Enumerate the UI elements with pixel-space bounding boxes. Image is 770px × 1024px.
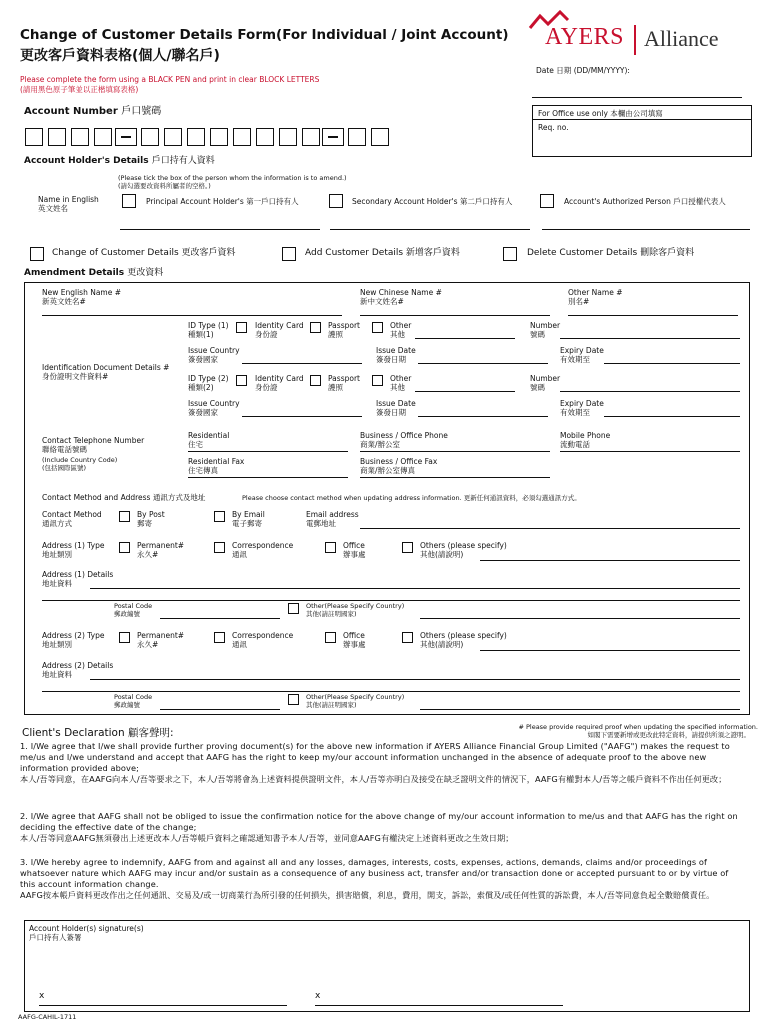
id2-passport-label: Passport 護照 (328, 374, 360, 392)
amendment-heading (24, 268, 163, 279)
address1-other-country-checkbox[interactable] (288, 603, 299, 614)
declaration-heading: Client's Declaration 顧客聲明: (22, 727, 174, 739)
business-fax-label: Business / Office Fax 商業/辦公室傳真 (360, 457, 438, 475)
holder-heading-en: Account Holder's Details (24, 156, 149, 166)
id1-expiry-date-line[interactable] (604, 363, 740, 364)
account-digit-box[interactable] (141, 128, 159, 146)
proof-note-en: # Please provide required proof when updating the specified information. (518, 723, 758, 731)
account-digit-box[interactable] (210, 128, 228, 146)
addr2-others-line[interactable] (480, 650, 740, 651)
id1-other-label: Other 其他 (390, 321, 412, 339)
addr1-correspondence-checkbox[interactable] (214, 542, 225, 553)
principal-holder-checkbox[interactable] (122, 194, 136, 208)
add-details-label: Add Customer Details 新增客戶資料 (305, 248, 460, 258)
signature-x-mark-2: x (315, 991, 321, 1001)
id-document-label: Identification Document Details # 身份證明文件資料# (42, 363, 170, 381)
addr2-others-checkbox[interactable] (402, 632, 413, 643)
email-address-line[interactable] (360, 528, 740, 529)
account-digit-box[interactable] (71, 128, 89, 146)
addr1-permanent-checkbox[interactable] (119, 542, 130, 553)
declaration-clause-3 (20, 857, 745, 901)
new-english-name-label: New English Name # 新英文姓名# (42, 288, 122, 306)
by-email-checkbox[interactable] (214, 511, 225, 522)
logo-alliance: Alliance (644, 26, 719, 51)
addr2-office-label: Office 辦事處 (343, 631, 366, 649)
account-digit-box[interactable] (279, 128, 297, 146)
account-dash-box (322, 128, 344, 146)
address2-line-2[interactable] (42, 691, 740, 692)
change-details-label: Change of Customer Details 更改客戶資料 (52, 248, 236, 258)
addr1-office-checkbox[interactable] (325, 542, 336, 553)
address1-other-country-label: Other(Please Specify Country) 其他(請註明國家) (306, 602, 405, 618)
id2-number-line[interactable] (560, 391, 740, 392)
account-digit-box[interactable] (187, 128, 205, 146)
address1-details-label: Address (1) Details 地址資料 (42, 570, 114, 588)
account-digit-box[interactable] (348, 128, 366, 146)
amendment-heading-zh: 更改資料 (127, 268, 164, 278)
id-type1-label: ID Type (1) 種類(1) (188, 321, 229, 339)
address2-other-country-label: Other(Please Specify Country) 其他(請註明國家) (306, 693, 405, 709)
secondary-name-line[interactable] (330, 229, 530, 230)
form-code: AAFG-CAHIL-1711 (18, 1013, 77, 1021)
account-digit-box[interactable] (233, 128, 251, 146)
form-title-zh: 更改客戶資料表格(個人/聯名戶) (20, 48, 220, 64)
office-use-title: For Office use only 本欄由公司填寫 (538, 109, 663, 118)
account-digit-box[interactable] (256, 128, 274, 146)
clause-3-zh: AAFG按本帳戶資料更改作出之任何通訊、交易及/或一切商業行為所引發的任何損失，損害賠償，利息，費用，開支，訴訟，索償及/或任何性質的訴訟費，本人/吾等同意負起全數賠償責任。 (20, 890, 715, 900)
signature-label: Account Holder(s) signature(s) 戶口持有人簽署 (29, 924, 144, 942)
secondary-holder-label: Secondary Account Holder's 第二戶口持有人 (352, 197, 513, 206)
date-label: Date 日期 (DD/MM/YYYY): (536, 66, 630, 75)
authorized-person-checkbox[interactable] (540, 194, 554, 208)
id2-expiry-date-line[interactable] (604, 416, 740, 417)
id1-expiry-date-label: Expiry Date 有效期至 (560, 346, 604, 364)
mobile-phone-label: Mobile Phone 流動電話 (560, 431, 611, 449)
clause-2-zh: 本人/吾等同意AAFG無須發出上述更改本人/吾等帳戶資料之確認通知書予本人/吾等，並同意AAFG有權決定上述資料更改之生效日期； (20, 833, 514, 843)
addr2-correspondence-label: Correspondence 通訊 (232, 631, 294, 649)
new-english-name-line[interactable] (42, 315, 342, 316)
office-box-divider (533, 119, 751, 120)
id2-issue-date-line[interactable] (418, 416, 548, 417)
by-post-label: By Post 郵寄 (137, 510, 165, 528)
addr2-others-label: Others (please specify) 其他(請說明) (420, 631, 507, 649)
by-email-label: By Email 電子郵寄 (232, 510, 265, 528)
addr2-office-checkbox[interactable] (325, 632, 336, 643)
address2-other-country-line[interactable] (420, 709, 740, 710)
logo-divider (634, 25, 636, 55)
holder-details-heading (24, 156, 215, 167)
addr1-others-line[interactable] (480, 560, 740, 561)
account-digit-box[interactable] (164, 128, 182, 146)
principal-holder-label: Principal Account Holder's 第一戶口持有人 (146, 197, 299, 206)
delete-details-checkbox[interactable] (503, 247, 517, 261)
new-chinese-name-label: New Chinese Name # 新中文姓名# (360, 288, 442, 306)
residential-phone-label: Residential 住宅 (188, 431, 230, 449)
account-number-label (24, 106, 161, 118)
clause-1-zh: 本人/吾等同意，在AAFG向本人/吾等要求之下，本人/吾等將會為上述資料提供證明文件，本人/吾等亦明白及接受在缺乏證明文件的情況下，AAFG有權對本人/吾等之帳戶資料不作出任何更改； (20, 774, 727, 784)
secondary-holder-checkbox[interactable] (329, 194, 343, 208)
id2-passport-checkbox[interactable] (310, 375, 321, 386)
holder-heading-zh: 戶口持有人資料 (151, 156, 215, 166)
address1-line-1[interactable] (90, 588, 740, 589)
signature-line-1[interactable] (39, 1005, 287, 1006)
account-digit-box[interactable] (94, 128, 112, 146)
address2-other-country-checkbox[interactable] (288, 694, 299, 705)
logo-ayers: AYERS (545, 24, 624, 50)
business-fax-line[interactable] (360, 477, 550, 478)
addr2-correspondence-checkbox[interactable] (214, 632, 225, 643)
addr1-others-label: Others (please specify) 其他(請說明) (420, 541, 507, 559)
address1-postal-code-label: Postal Code 郵政編號 (114, 602, 153, 618)
clause-1-en: 1. I/We agree that I/we shall provide further proving document(s) for the above new information if AYERS Alliance Financial Group Limited ("AAFG") makes the request to me/us and I/we understand and accept that AAFG has the right to keep my/our account information unchanged in the absence of adequate proof to the above new information provided above; (20, 741, 730, 773)
other-name-line[interactable] (568, 315, 738, 316)
address2-postal-code-label: Postal Code 郵政編號 (114, 693, 153, 709)
instruction-en: Please complete the form using a BLACK PEN and print in clear BLOCK LETTERS (20, 75, 320, 84)
principal-name-line[interactable] (120, 229, 320, 230)
req-no-label: Req. no. (538, 123, 569, 132)
id2-issue-country-line[interactable] (242, 416, 362, 417)
clause-3-en: 3. I/We hereby agree to indemnify, AAFG from and against all and any losses, damages, interests, costs, expenses, actions, demands, claims and/or proceedings of whatsoever nature which AAFG may incur and/or sustain as a consequence of any business act, transfer and/or transaction done or accepted pursuant to or by virtue of this account information change. (20, 857, 729, 889)
id1-issue-date-label: Issue Date 簽發日期 (376, 346, 416, 364)
tick-note-zh: (請勾選要改資料所屬者的空格。) (118, 182, 211, 190)
new-chinese-name-line[interactable] (360, 315, 550, 316)
address2-line-1[interactable] (90, 679, 740, 680)
addr1-correspondence-label: Correspondence 通訊 (232, 541, 294, 559)
contact-method-label: Contact Method 通訊方式 (42, 510, 102, 528)
residential-phone-line[interactable] (188, 451, 348, 452)
proof-note-zh: 如閣下需要新增或更改此特定資料，請提供所須之證明。 (587, 731, 750, 739)
id2-identity-card-checkbox[interactable] (236, 375, 247, 386)
address1-type-label: Address (1) Type 地址類別 (42, 541, 105, 559)
id1-identity-card-label: Identity Card 身份證 (255, 321, 304, 339)
addr1-others-checkbox[interactable] (402, 542, 413, 553)
id-type2-label: ID Type (2) 種類(2) (188, 374, 229, 392)
date-field-line[interactable] (532, 97, 742, 98)
contact-method-heading: Contact Method and Address 通訊方式及地址 (42, 493, 206, 502)
instruction-zh: (請用黑色原子筆並以正楷填寫表格) (20, 85, 139, 94)
form-title-en: Change of Customer Details Form(For Individual / Joint Account) (20, 27, 509, 43)
addr2-permanent-checkbox[interactable] (119, 632, 130, 643)
declaration-clause-2 (20, 811, 745, 844)
account-number-label-zh: 戶口號碼 (121, 106, 162, 117)
id1-issue-country-line[interactable] (242, 363, 362, 364)
other-name-label: Other Name # 別名# (568, 288, 623, 306)
authorized-name-line[interactable] (542, 229, 750, 230)
id2-issue-country-label: Issue Country 簽發國家 (188, 399, 240, 417)
addr2-permanent-label: Permanent# 永久# (137, 631, 185, 649)
account-digit-box[interactable] (48, 128, 66, 146)
id1-issue-date-line[interactable] (418, 363, 548, 364)
id2-other-line[interactable] (415, 391, 515, 392)
residential-fax-label: Residential Fax 住宅傳真 (188, 457, 245, 475)
account-digit-box[interactable] (25, 128, 43, 146)
amendment-heading-en: Amendment Details (24, 268, 125, 278)
declaration-clause-1 (20, 741, 745, 785)
authorized-person-label: Account's Authorized Person 戶口授權代表人 (564, 197, 726, 206)
address1-other-country-line[interactable] (420, 618, 740, 619)
id2-expiry-date-label: Expiry Date 有效期至 (560, 399, 604, 417)
contact-telephone-label: Contact Telephone Number 聯絡電話號碼 (42, 436, 145, 454)
address2-details-label: Address (2) Details 地址資料 (42, 661, 114, 679)
id2-other-label: Other 其他 (390, 374, 412, 392)
address1-postal-code-line[interactable] (160, 618, 280, 619)
tick-note-en: (Please tick the box of the person whom the information is to amend.) (118, 174, 347, 182)
delete-details-label: Delete Customer Details 刪除客戶資料 (527, 248, 695, 258)
id2-issue-date-label: Issue Date 簽發日期 (376, 399, 416, 417)
id2-identity-card-label: Identity Card 身份證 (255, 374, 304, 392)
id1-number-label: Number 號碼 (530, 321, 561, 339)
include-country-code-label: (Include Country Code) (包括國際區號) (42, 456, 118, 472)
addr1-permanent-label: Permanent# 永久# (137, 541, 185, 559)
signature-line-2[interactable] (315, 1005, 563, 1006)
residential-fax-line[interactable] (188, 477, 348, 478)
by-post-checkbox[interactable] (119, 511, 130, 522)
id1-issue-country-label: Issue Country 簽發國家 (188, 346, 240, 364)
account-dash-box (115, 128, 137, 146)
signature-box (24, 920, 750, 1012)
clause-2-en: 2. I/We agree that AAFG shall not be obliged to issue the confirmation notice for the above change of my/our account information to me/us and that AAFG has the right on deciding the effective date of the change; (20, 811, 738, 832)
mobile-phone-line[interactable] (560, 451, 740, 452)
business-phone-label: Business / Office Phone 商業/辦公室 (360, 431, 448, 449)
address2-type-label: Address (2) Type 地址類別 (42, 631, 105, 649)
change-details-checkbox[interactable] (30, 247, 44, 261)
id1-number-line[interactable] (560, 338, 740, 339)
account-digit-box[interactable] (302, 128, 320, 146)
id1-passport-checkbox[interactable] (310, 322, 321, 333)
office-use-box (532, 105, 752, 157)
id1-other-checkbox[interactable] (372, 322, 383, 333)
id2-number-label: Number 號碼 (530, 374, 561, 392)
id1-other-line[interactable] (415, 338, 515, 339)
id2-other-checkbox[interactable] (372, 375, 383, 386)
id1-passport-label: Passport 護照 (328, 321, 360, 339)
name-in-english-label: Name in English 英文姓名 (38, 195, 99, 213)
account-digit-box[interactable] (371, 128, 389, 146)
account-number-label-en: Account Number (24, 106, 118, 117)
email-address-label: Email address 電郵地址 (306, 510, 359, 528)
add-details-checkbox[interactable] (282, 247, 296, 261)
addr1-office-label: Office 辦事處 (343, 541, 366, 559)
address1-line-2[interactable] (42, 600, 740, 601)
signature-x-mark-1: x (39, 991, 45, 1001)
contact-method-note: Please choose contact method when updating address information. 更新任何通訊資料，必須勾選通訊方式。 (242, 494, 581, 502)
address2-postal-code-line[interactable] (160, 709, 280, 710)
business-phone-line[interactable] (360, 451, 550, 452)
id1-identity-card-checkbox[interactable] (236, 322, 247, 333)
